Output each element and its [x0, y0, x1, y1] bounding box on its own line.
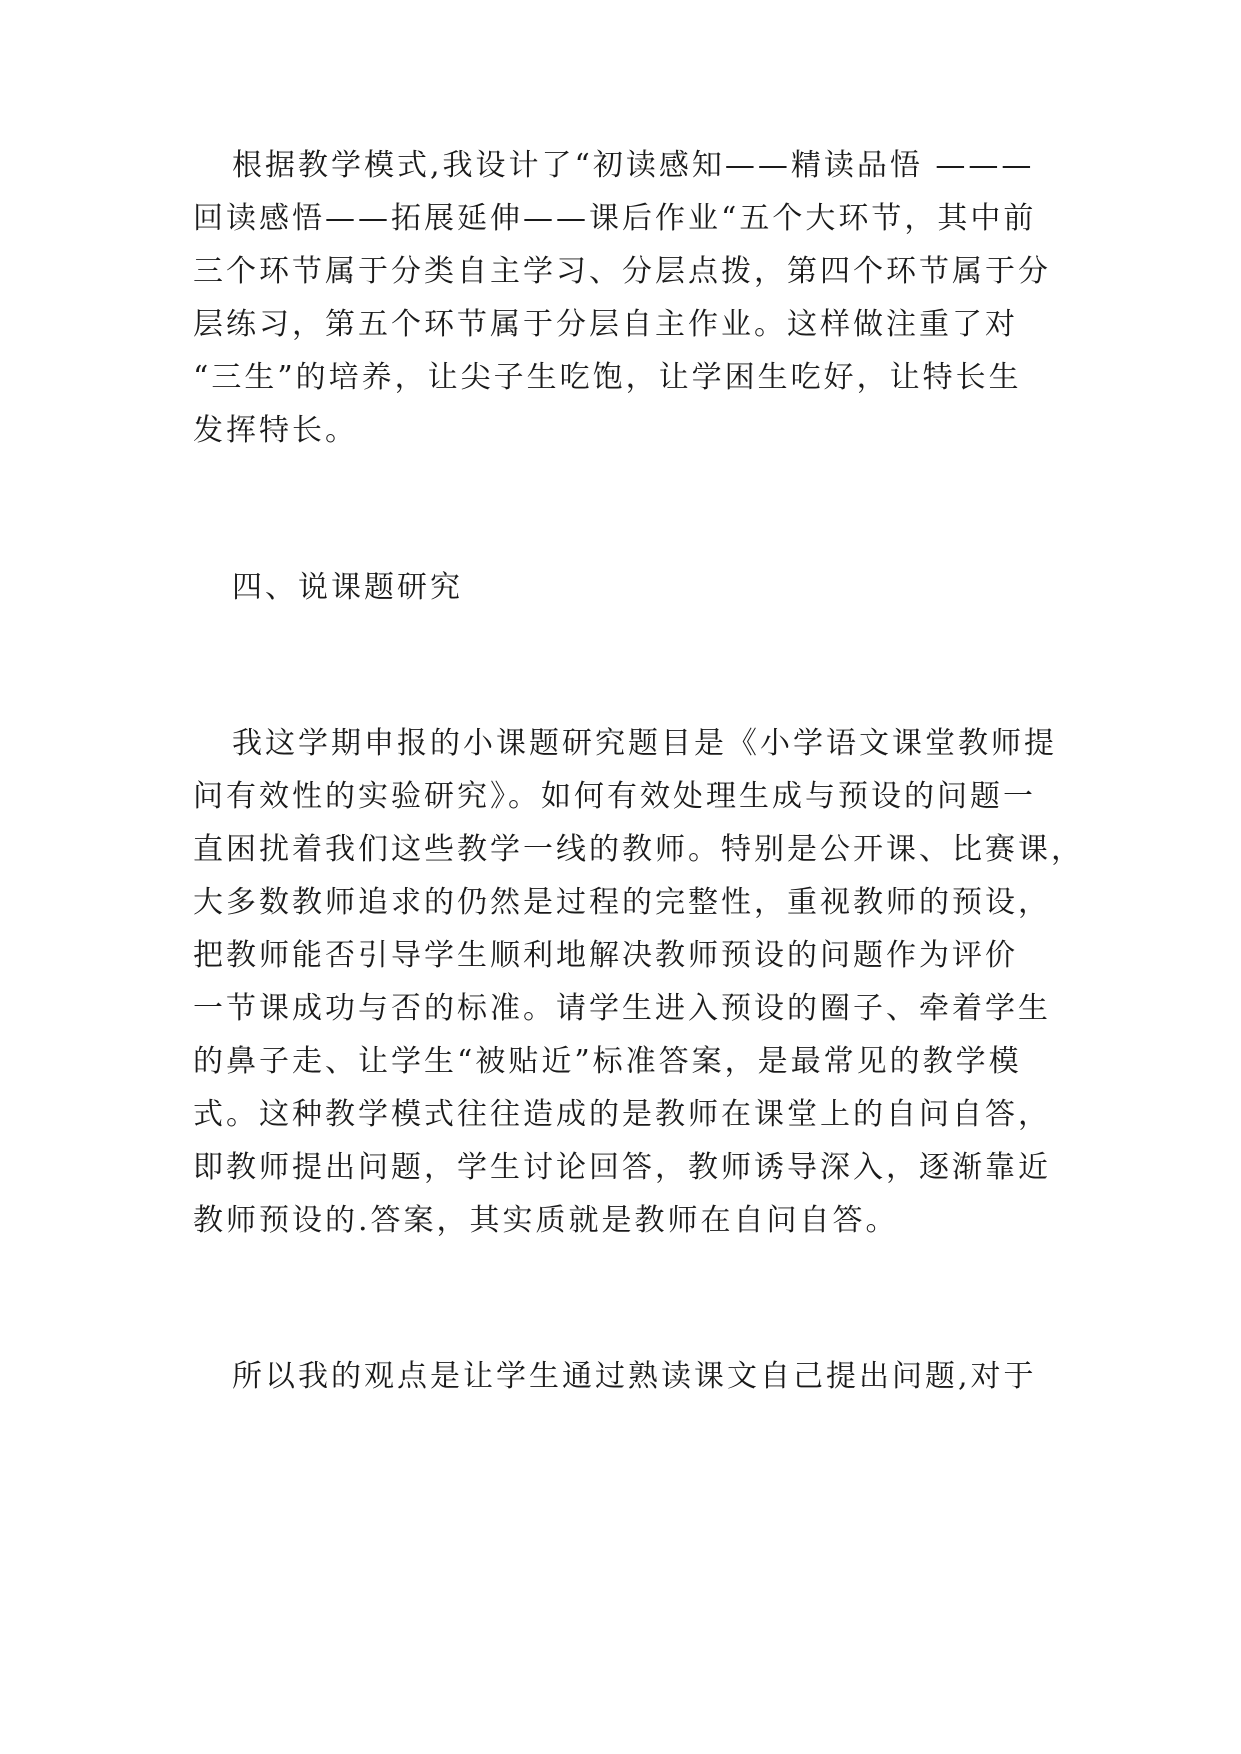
paragraph-4-line-1: 所以我的观点是让学生通过熟读课文自己提出问题,对于 — [232, 1359, 1037, 1394]
paragraph-1-line-5: “三生”的培养，让尖子生吃饱，让学困生吃好，让特长生 — [193, 360, 1022, 395]
paragraph-1-line-1: 根据教学模式,我设计了“初读感知——精读品悟 ——— — [232, 148, 1035, 183]
paragraph-3-line-2: 问有效性的实验研究》。如何有效处理生成与预设的问题一 — [193, 779, 1036, 814]
paragraph-3-line-8: 式。这种教学模式往往造成的是教师在课堂上的自问自答， — [193, 1097, 1051, 1132]
paragraph-3-line-7: 的鼻子走、让学生“被贴近”标准答案，是最常见的教学模 — [193, 1044, 1022, 1079]
paragraph-3-line-9: 即教师提出问题，学生讨论回答，教师诱导深入，逐渐靠近 — [193, 1150, 1051, 1185]
paragraph-1-line-4: 层练习，第五个环节属于分层自主作业。这样做注重了对 — [193, 307, 1018, 342]
section-heading: 四、说课题研究 — [232, 570, 463, 605]
paragraph-3-line-6: 一节课成功与否的标准。请学生进入预设的圈子、牵着学生 — [193, 991, 1051, 1026]
paragraph-1-line-6: 发挥特长。 — [193, 413, 358, 448]
paragraph-3-line-3: 直困扰着我们这些教学一线的教师。特别是公开课、比赛课， — [193, 832, 1084, 867]
paragraph-3-line-5: 把教师能否引导学生顺利地解决教师预设的问题作为评价 — [193, 938, 1018, 973]
paragraph-3-line-10: 教师预设的.答案，其实质就是教师在自问自答。 — [193, 1203, 899, 1238]
paragraph-3-line-4: 大多数教师追求的仍然是过程的完整性，重视教师的预设， — [193, 885, 1051, 920]
paragraph-1-line-3: 三个环节属于分类自主学习、分层点拨，第四个环节属于分 — [193, 254, 1051, 289]
paragraph-1-line-2: 回读感悟——拓展延伸——课后作业“五个大环节，其中前 — [193, 201, 1037, 236]
paragraph-3-line-1: 我这学期申报的小课题研究题目是《小学语文课堂教师提 — [232, 726, 1057, 761]
